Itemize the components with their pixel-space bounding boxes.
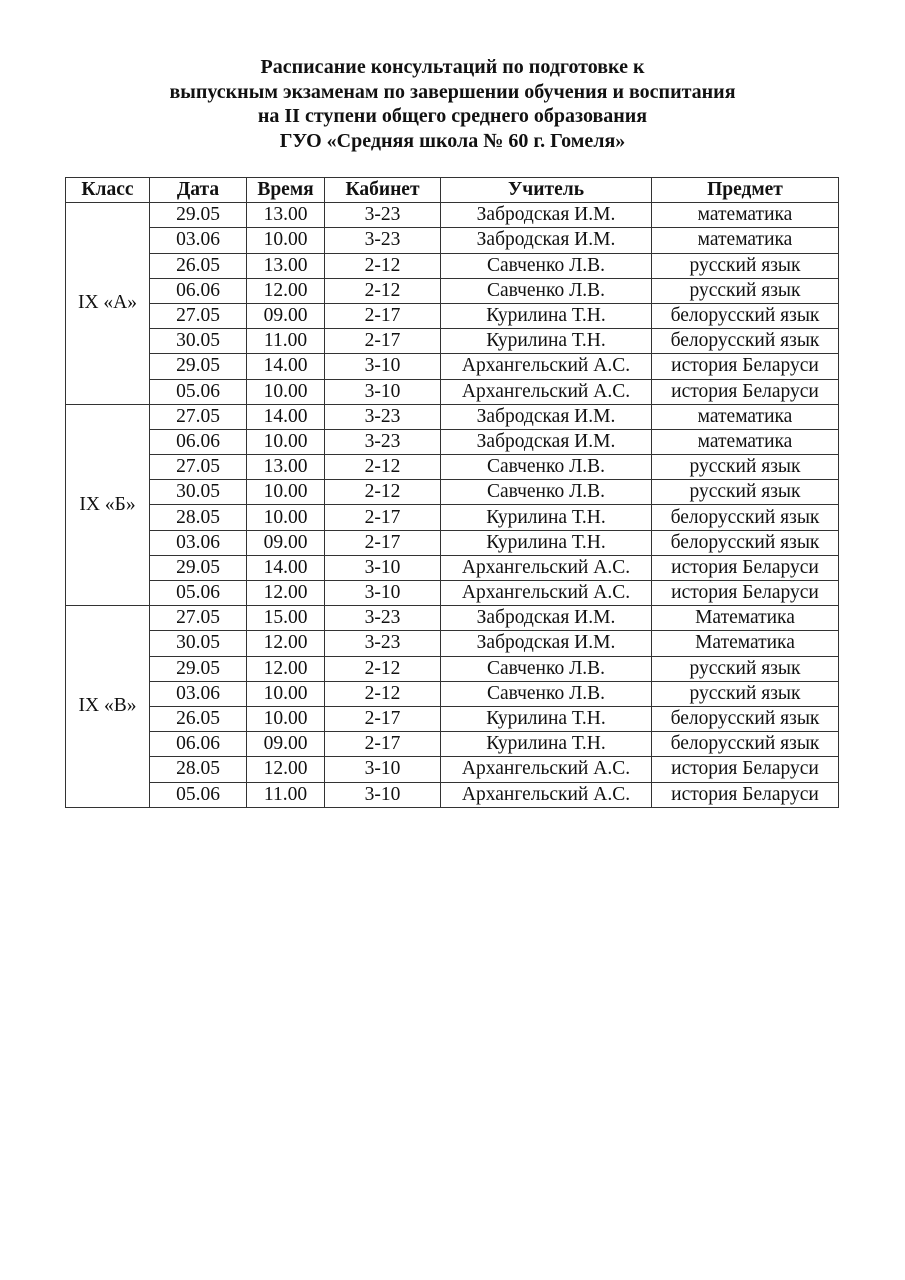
- table-header-row: [66, 178, 839, 203]
- cell-date: 27.05: [150, 606, 247, 631]
- cell-class: IX «В»: [66, 606, 150, 808]
- title-line: на II ступени общего среднего образования: [257, 105, 648, 127]
- cell-time: 14.00: [247, 404, 325, 429]
- cell-room: 3-23: [325, 429, 441, 454]
- cell-date: 29.05: [150, 354, 247, 379]
- cell-time: 09.00: [247, 530, 325, 555]
- cell-room: 2-17: [325, 732, 441, 757]
- cell-time: 12.00: [247, 278, 325, 303]
- cell-time: 12.00: [247, 631, 325, 656]
- cell-time: 09.00: [247, 732, 325, 757]
- cell-subject: история Беларуси: [652, 782, 839, 807]
- cell-teacher: Забродская И.М.: [441, 631, 652, 656]
- cell-time: 13.00: [247, 203, 325, 228]
- cell-teacher: Савченко Л.В.: [441, 278, 652, 303]
- cell-time: 14.00: [247, 555, 325, 580]
- cell-subject: белорусский язык: [652, 505, 839, 530]
- cell-teacher: Курилина Т.Н.: [441, 329, 652, 354]
- cell-date: 05.06: [150, 379, 247, 404]
- cell-class: IX «А»: [66, 203, 150, 405]
- cell-teacher: Курилина Т.Н.: [441, 706, 652, 731]
- cell-time: 12.00: [247, 581, 325, 606]
- cell-room: 3-23: [325, 404, 441, 429]
- cell-teacher: Забродская И.М.: [441, 404, 652, 429]
- cell-teacher: Архангельский А.С.: [441, 555, 652, 580]
- cell-subject: русский язык: [652, 253, 839, 278]
- cell-subject: русский язык: [652, 656, 839, 681]
- cell-date: 27.05: [150, 455, 247, 480]
- cell-subject: история Беларуси: [652, 581, 839, 606]
- cell-room: 3-23: [325, 631, 441, 656]
- cell-room: 2-12: [325, 656, 441, 681]
- cell-date: 28.05: [150, 505, 247, 530]
- cell-subject: история Беларуси: [652, 757, 839, 782]
- table-row: [66, 681, 839, 706]
- table-row: [66, 631, 839, 656]
- table-row: [66, 606, 839, 631]
- cell-subject: математика: [652, 404, 839, 429]
- table-row: [66, 656, 839, 681]
- cell-teacher: Архангельский А.С.: [441, 757, 652, 782]
- cell-teacher: Савченко Л.В.: [441, 455, 652, 480]
- cell-date: 30.05: [150, 631, 247, 656]
- cell-room: 3-23: [325, 606, 441, 631]
- cell-time: 09.00: [247, 303, 325, 328]
- cell-time: 10.00: [247, 706, 325, 731]
- cell-room: 2-12: [325, 455, 441, 480]
- cell-teacher: Архангельский А.С.: [441, 581, 652, 606]
- cell-time: 10.00: [247, 228, 325, 253]
- cell-date: 26.05: [150, 706, 247, 731]
- cell-subject: история Беларуси: [652, 555, 839, 580]
- cell-time: 10.00: [247, 505, 325, 530]
- cell-time: 12.00: [247, 757, 325, 782]
- cell-teacher: Забродская И.М.: [441, 606, 652, 631]
- cell-subject: белорусский язык: [652, 706, 839, 731]
- cell-date: 27.05: [150, 303, 247, 328]
- cell-subject: русский язык: [652, 681, 839, 706]
- cell-teacher: Архангельский А.С.: [441, 782, 652, 807]
- cell-subject: история Беларуси: [652, 354, 839, 379]
- cell-room: 2-12: [325, 480, 441, 505]
- cell-subject: математика: [652, 203, 839, 228]
- cell-date: 29.05: [150, 656, 247, 681]
- cell-date: 03.06: [150, 228, 247, 253]
- table-body: [66, 203, 839, 808]
- cell-date: 05.06: [150, 782, 247, 807]
- cell-room: 2-12: [325, 278, 441, 303]
- title-line: Расписание консультаций по подготовке к: [260, 56, 645, 78]
- cell-date: 26.05: [150, 253, 247, 278]
- cell-subject: история Беларуси: [652, 379, 839, 404]
- cell-teacher: Архангельский А.С.: [441, 354, 652, 379]
- table-row: [66, 228, 839, 253]
- cell-teacher: Савченко Л.В.: [441, 656, 652, 681]
- title-line: выпускным экзаменам по завершении обучения и воспитания: [169, 80, 736, 103]
- header-room: Кабинет: [325, 178, 441, 203]
- cell-teacher: Савченко Л.В.: [441, 253, 652, 278]
- table-row: [66, 429, 839, 454]
- table-row: [66, 480, 839, 505]
- table-row: [66, 782, 839, 807]
- cell-teacher: Савченко Л.В.: [441, 480, 652, 505]
- header-subject: Предмет: [652, 178, 839, 203]
- cell-room: 3-10: [325, 757, 441, 782]
- table-row: [66, 203, 839, 228]
- cell-date: 03.06: [150, 681, 247, 706]
- cell-subject: Математика: [652, 606, 839, 631]
- cell-time: 10.00: [247, 681, 325, 706]
- cell-subject: белорусский язык: [652, 732, 839, 757]
- table-row: [66, 732, 839, 757]
- cell-time: 11.00: [247, 329, 325, 354]
- cell-teacher: Курилина Т.Н.: [441, 732, 652, 757]
- cell-subject: Математика: [652, 631, 839, 656]
- cell-date: 27.05: [150, 404, 247, 429]
- header-time: Время: [247, 178, 325, 203]
- cell-room: 3-23: [325, 203, 441, 228]
- table-row: [66, 329, 839, 354]
- header-date: Дата: [150, 178, 247, 203]
- cell-teacher: Забродская И.М.: [441, 203, 652, 228]
- cell-room: 2-12: [325, 253, 441, 278]
- table-row: [66, 530, 839, 555]
- cell-subject: математика: [652, 429, 839, 454]
- cell-room: 3-10: [325, 354, 441, 379]
- table-row: [66, 555, 839, 580]
- cell-time: 13.00: [247, 253, 325, 278]
- cell-room: 3-10: [325, 782, 441, 807]
- cell-subject: белорусский язык: [652, 303, 839, 328]
- cell-subject: русский язык: [652, 455, 839, 480]
- table-row: [66, 303, 839, 328]
- cell-teacher: Курилина Т.Н.: [441, 303, 652, 328]
- consultation-schedule-table: [65, 177, 839, 808]
- cell-date: 29.05: [150, 203, 247, 228]
- table-row: [66, 404, 839, 429]
- table-row: [66, 354, 839, 379]
- cell-date: 29.05: [150, 555, 247, 580]
- cell-time: 11.00: [247, 782, 325, 807]
- cell-subject: белорусский язык: [652, 329, 839, 354]
- cell-time: 14.00: [247, 354, 325, 379]
- table-row: [66, 505, 839, 530]
- cell-room: 2-12: [325, 681, 441, 706]
- cell-date: 06.06: [150, 732, 247, 757]
- header-teacher: Учитель: [441, 178, 652, 203]
- cell-teacher: Забродская И.М.: [441, 228, 652, 253]
- cell-room: 3-10: [325, 379, 441, 404]
- cell-date: 06.06: [150, 429, 247, 454]
- cell-date: 06.06: [150, 278, 247, 303]
- cell-teacher: Архангельский А.С.: [441, 379, 652, 404]
- cell-room: 3-23: [325, 228, 441, 253]
- cell-room: 2-17: [325, 303, 441, 328]
- cell-date: 30.05: [150, 480, 247, 505]
- cell-room: 2-17: [325, 706, 441, 731]
- cell-room: 2-17: [325, 505, 441, 530]
- cell-teacher: Забродская И.М.: [441, 429, 652, 454]
- document-title: [0, 55, 905, 153]
- table-row: [66, 379, 839, 404]
- table-row: [66, 581, 839, 606]
- cell-teacher: Курилина Т.Н.: [441, 505, 652, 530]
- table-row: [66, 757, 839, 782]
- cell-time: 12.00: [247, 656, 325, 681]
- cell-date: 03.06: [150, 530, 247, 555]
- cell-subject: математика: [652, 228, 839, 253]
- cell-room: 2-17: [325, 329, 441, 354]
- title-line: ГУО «Средняя школа № 60 г. Гомеля»: [279, 129, 626, 152]
- cell-date: 05.06: [150, 581, 247, 606]
- cell-subject: белорусский язык: [652, 530, 839, 555]
- cell-time: 10.00: [247, 429, 325, 454]
- cell-subject: русский язык: [652, 278, 839, 303]
- cell-room: 3-10: [325, 555, 441, 580]
- table-row: [66, 253, 839, 278]
- table-row: [66, 706, 839, 731]
- cell-room: 2-17: [325, 530, 441, 555]
- cell-date: 28.05: [150, 757, 247, 782]
- cell-date: 30.05: [150, 329, 247, 354]
- cell-time: 10.00: [247, 379, 325, 404]
- cell-subject: русский язык: [652, 480, 839, 505]
- cell-class: IX «Б»: [66, 404, 150, 606]
- cell-time: 15.00: [247, 606, 325, 631]
- cell-teacher: Савченко Л.В.: [441, 681, 652, 706]
- header-class: Класс: [66, 178, 150, 203]
- cell-time: 10.00: [247, 480, 325, 505]
- table-row: [66, 278, 839, 303]
- cell-teacher: Курилина Т.Н.: [441, 530, 652, 555]
- cell-time: 13.00: [247, 455, 325, 480]
- cell-room: 3-10: [325, 581, 441, 606]
- table-row: [66, 455, 839, 480]
